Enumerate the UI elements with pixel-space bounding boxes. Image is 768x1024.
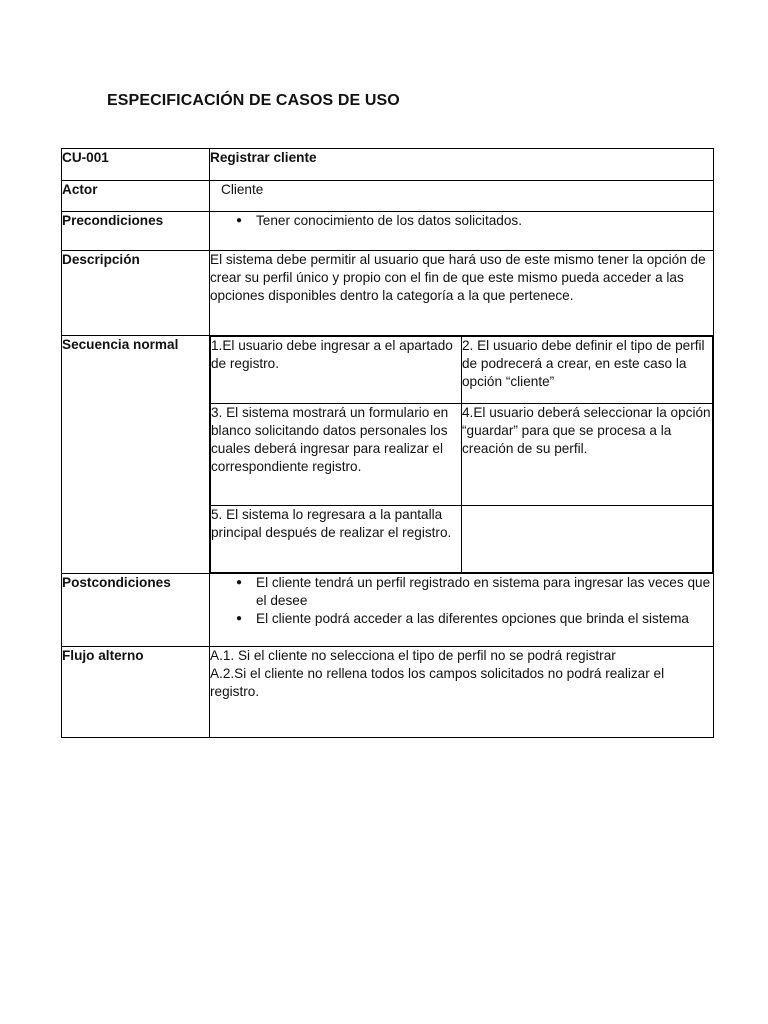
row-description xyxy=(62,251,714,336)
sequence-step-3: 3. El sistema mostrará un formulario en blanco solicitando datos personales los cuales deberá ingresar para realizar el correspondiente registro. xyxy=(211,404,462,506)
description-label: Descripción xyxy=(62,251,210,336)
row-alt-flow xyxy=(62,647,714,738)
precondition-item: ● Tener conocimiento de los datos solicitados. xyxy=(256,212,713,230)
actor-label: Actor xyxy=(62,181,210,212)
sequence-step-empty xyxy=(462,506,713,573)
alt-flow-item: A.2.Si el cliente no rellena todos los campos solicitados no podrá realizar el registro. xyxy=(210,666,665,699)
preconditions-cell xyxy=(210,212,714,251)
preconditions-list xyxy=(210,212,713,230)
preconditions-label: Precondiciones xyxy=(62,212,210,251)
postconditions-label: Postcondiciones xyxy=(62,574,210,647)
postcondition-item: ● El cliente tendrá un perfil registrado en sistema para ingresar las veces que el desee xyxy=(256,574,713,610)
sequence-step-1: 1.El usuario debe ingresar a el apartado de registro. xyxy=(211,337,462,404)
row-actor xyxy=(62,181,714,212)
sequence-step-5: 5. El sistema lo regresara a la pantalla principal después de realizar el registro. xyxy=(211,506,462,573)
row-sequence xyxy=(62,336,714,574)
sequence-cell xyxy=(210,336,714,574)
postconditions-list xyxy=(210,574,713,628)
sequence-grid xyxy=(210,336,713,573)
use-case-id: CU-001 xyxy=(62,149,210,181)
postconditions-cell xyxy=(210,574,714,647)
alt-flow-cell xyxy=(210,647,714,738)
sequence-step-4: 4.El usuario deberá seleccionar la opción “guardar” para que se procesa a la creación de su perfil. xyxy=(462,404,713,506)
description-value: El sistema debe permitir al usuario que hará uso de este mismo tener la opción de crear su perfil único y propio con el fin de que este mismo pueda acceder a las opciones disponibles dentro la categoría a la que pertenece. xyxy=(210,251,714,336)
alt-flow-item: A.1. Si el cliente no selecciona el tipo de perfil no se podrá registrar xyxy=(210,648,616,663)
actor-value: Cliente xyxy=(210,181,714,212)
alt-flow-label: Flujo alterno xyxy=(62,647,210,738)
use-case-name: Registrar cliente xyxy=(210,149,714,181)
row-postconditions xyxy=(62,574,714,647)
row-id xyxy=(62,149,714,181)
sequence-label: Secuencia normal xyxy=(62,336,210,574)
document-title: ESPECIFICACIÓN DE CASOS DE USO xyxy=(107,92,400,109)
row-preconditions xyxy=(62,212,714,251)
sequence-step-2: 2. El usuario debe definir el tipo de perfil de podrecerá a crear, en este caso la opción “cliente” xyxy=(462,337,713,404)
postcondition-item: ● El cliente podrá acceder a las diferentes opciones que brinda el sistema xyxy=(256,610,713,628)
use-case-table xyxy=(61,148,714,738)
